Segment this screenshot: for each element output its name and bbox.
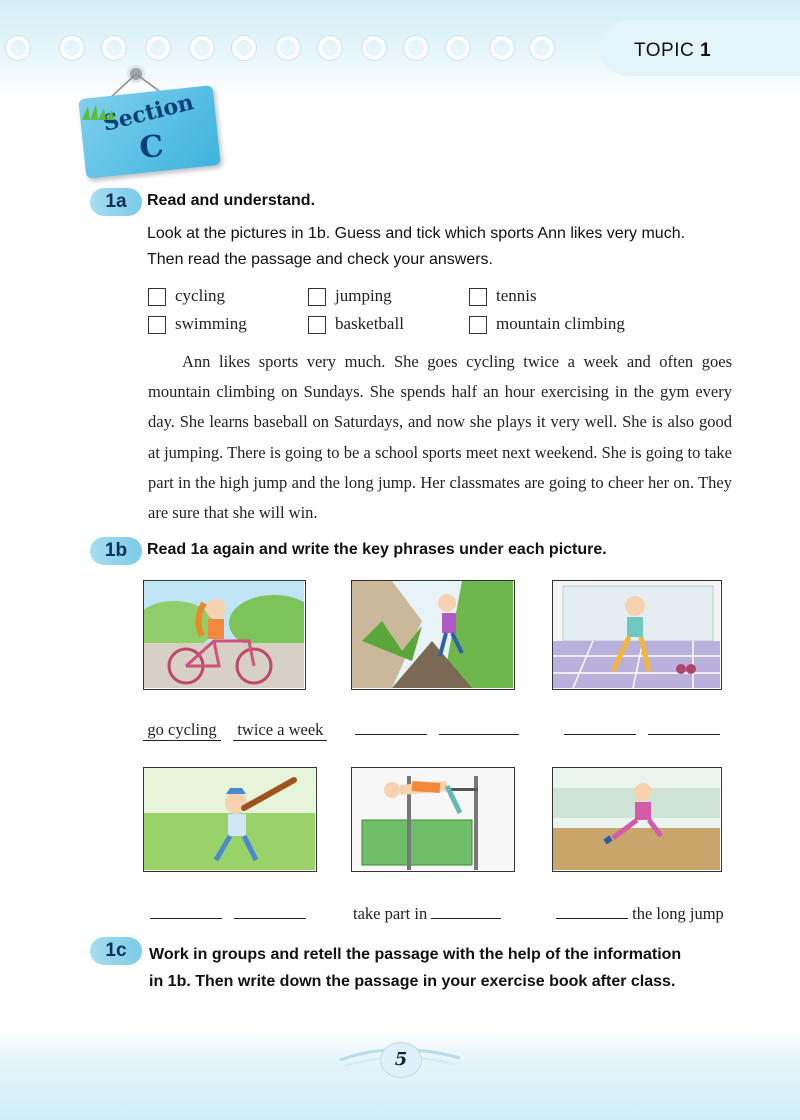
picture-gym <box>552 580 722 690</box>
answer-twice-a-week: twice a week <box>233 720 327 741</box>
answer-blank[interactable] <box>439 720 519 735</box>
section-letter: C <box>137 128 166 167</box>
topic-label-text: TOPIC <box>634 40 695 61</box>
answer-row-2-picture-5[interactable] <box>353 904 501 924</box>
picture-mountain-climbing <box>351 580 515 690</box>
topic-label <box>634 40 711 62</box>
heading-1c <box>149 941 759 995</box>
picture-high-jump <box>351 767 515 872</box>
ring-decoration <box>362 36 386 60</box>
cycling-illustration <box>144 581 304 688</box>
page-number: 5 <box>380 1042 422 1078</box>
answer-row-1-picture-2[interactable] <box>355 720 519 740</box>
ring-decoration <box>146 36 170 60</box>
answer-blank[interactable] <box>150 904 222 919</box>
ring-decoration <box>6 36 30 60</box>
grass-decoration-icon <box>80 102 116 120</box>
answer-blank[interactable] <box>556 904 628 919</box>
checkbox[interactable] <box>469 288 487 306</box>
answer-blank[interactable] <box>431 904 501 919</box>
answer-row-2-picture-4[interactable] <box>150 904 306 924</box>
picture-long-jump <box>552 767 722 872</box>
answer-row-1-picture-3[interactable] <box>564 720 720 740</box>
section-sign <box>78 85 221 179</box>
ring-decoration <box>446 36 470 60</box>
answer-row-2-picture-6[interactable] <box>556 904 724 924</box>
checkbox[interactable] <box>469 316 487 334</box>
reading-passage: Ann likes sports very much. She goes cycling twice a week and often goes mountain climbing on Sundays. She spends half an hour exercising in the gym every day. She learns baseball on Saturdays, and now she plays it very well. She is also good at jumping. There is going to be a school sports meet next weekend. She is going to take part in the high jump and the long jump. Her classmates are going to cheer her on. They are sure that she will win. <box>148 352 732 523</box>
long-jump-illustration <box>553 768 720 870</box>
ring-decoration <box>404 36 428 60</box>
picture-cycling <box>143 580 306 690</box>
ring-decoration <box>190 36 214 60</box>
heading-1b: Read 1a again and write the key phrases under each picture. <box>147 541 607 558</box>
take-part-in-text: take part in <box>353 904 428 923</box>
heading-1c-line-1: Work in groups and retell the passage with the help of the information <box>149 946 682 963</box>
answer-blank[interactable] <box>355 720 427 735</box>
checkbox[interactable] <box>148 288 166 306</box>
badge-1a: 1a <box>90 188 142 216</box>
ring-decoration <box>232 36 256 60</box>
ring-decoration <box>276 36 300 60</box>
picture-baseball <box>143 767 317 872</box>
ring-decoration <box>530 36 554 60</box>
ring-decoration <box>318 36 342 60</box>
checkbox[interactable] <box>148 316 166 334</box>
checkbox[interactable] <box>308 316 326 334</box>
gym-illustration <box>553 581 720 688</box>
answer-go-cycling: go cycling <box>143 720 221 741</box>
checkbox[interactable] <box>308 288 326 306</box>
high-jump-illustration <box>352 768 513 870</box>
answer-row-1-picture-1 <box>143 720 327 741</box>
instruction-line-1: Look at the pictures in 1b. Guess and tick which sports Ann likes very much. <box>147 225 686 242</box>
long-jump-text: the long jump <box>632 904 724 923</box>
instruction-1a <box>147 221 747 273</box>
baseball-illustration <box>144 768 315 870</box>
climbing-illustration <box>352 581 513 688</box>
answer-blank[interactable] <box>648 720 720 735</box>
answer-blank[interactable] <box>564 720 636 735</box>
ring-decoration <box>102 36 126 60</box>
instruction-line-2: Then read the passage and check your answers. <box>147 251 493 268</box>
topic-number: 1 <box>700 40 712 61</box>
ring-decoration <box>490 36 514 60</box>
ring-decoration <box>60 36 84 60</box>
heading-1c-line-2: in 1b. Then write down the passage in your exercise book after class. <box>149 973 676 990</box>
answer-blank[interactable] <box>234 904 306 919</box>
section-word: Section <box>100 89 197 137</box>
badge-1b: 1b <box>90 537 142 565</box>
heading-1a: Read and understand. <box>147 192 316 209</box>
badge-1c: 1c <box>90 937 142 965</box>
